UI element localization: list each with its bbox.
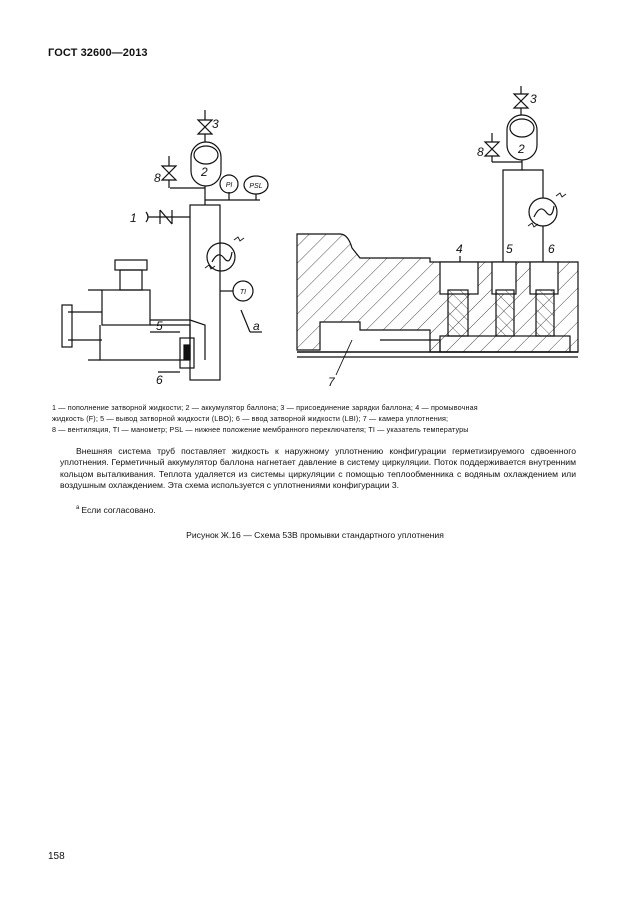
legend-line-3: 8 — вентиляция, TI — манометр; PSL — нижнее положение мембранного переключателя; TI — указатель температуры	[52, 425, 469, 434]
label-6-left: 6	[156, 373, 163, 387]
valve-8-right	[485, 142, 499, 156]
right-schematic	[297, 86, 578, 375]
label-3-left: 3	[212, 117, 219, 131]
label-pi: PI	[225, 182, 233, 189]
valve-3-right	[514, 94, 528, 108]
figure-caption: Рисунок Ж.16 — Схема 53В промывки стандартного уплотнения	[186, 530, 444, 540]
label-1-left: 1	[130, 211, 137, 225]
footnote	[76, 505, 156, 515]
description-paragraph	[60, 446, 576, 492]
label-5-left: 5	[156, 319, 163, 333]
legend-line-1: 1 — пополнение затворной жидкости; 2 — аккумулятор баллона; 3 — присоединение зарядки баллона; 4 — промывочная	[52, 403, 478, 412]
label-ti: TI	[239, 289, 247, 296]
label-4-right: 4	[456, 242, 463, 256]
document-header: ГОСТ 32600—2013	[48, 47, 148, 59]
label-6-right: 6	[548, 242, 555, 256]
label-8-right: 8	[477, 145, 484, 159]
figure-legend	[52, 402, 576, 435]
left-schematic	[62, 110, 268, 380]
label-8-left: 8	[154, 171, 161, 185]
label-5-right: 5	[506, 242, 513, 256]
footnote-marker: а	[76, 505, 80, 512]
label-psl: PSL	[249, 183, 263, 190]
page-number: 158	[48, 851, 65, 862]
valve-3-left	[198, 110, 212, 142]
label-7-right: 7	[328, 375, 335, 389]
label-a: a	[253, 319, 260, 333]
label-2-right: 2	[518, 142, 525, 156]
label-3-right: 3	[530, 92, 537, 106]
label-2-left: 2	[201, 165, 208, 179]
footnote-text: Если согласовано.	[81, 505, 156, 515]
figure-diagram	[0, 0, 630, 400]
description-text: Внешняя система труб поставляет жидкость к наружному уплотнению конфигурации герметизируемого сдвоенного уплотнения. Герметичный аккумулятор баллона нагнетает давление в систему циркуляции. Поток поддерживается внутренним кольцом выталкивания. Теплота удаляется из системы циркуляции с помощью теплообменника с водяным охлаждением или воздушным охлаждением. Эта схема используется с уплотнениями конфигурации 3.	[60, 446, 576, 491]
valve-8-left	[162, 166, 176, 180]
legend-line-2: жидкость (F); 5 — вывод затворной жидкости (LBO); 6 — ввод затворной жидкости (LBI); 7 — камера уплотнения;	[52, 414, 449, 423]
